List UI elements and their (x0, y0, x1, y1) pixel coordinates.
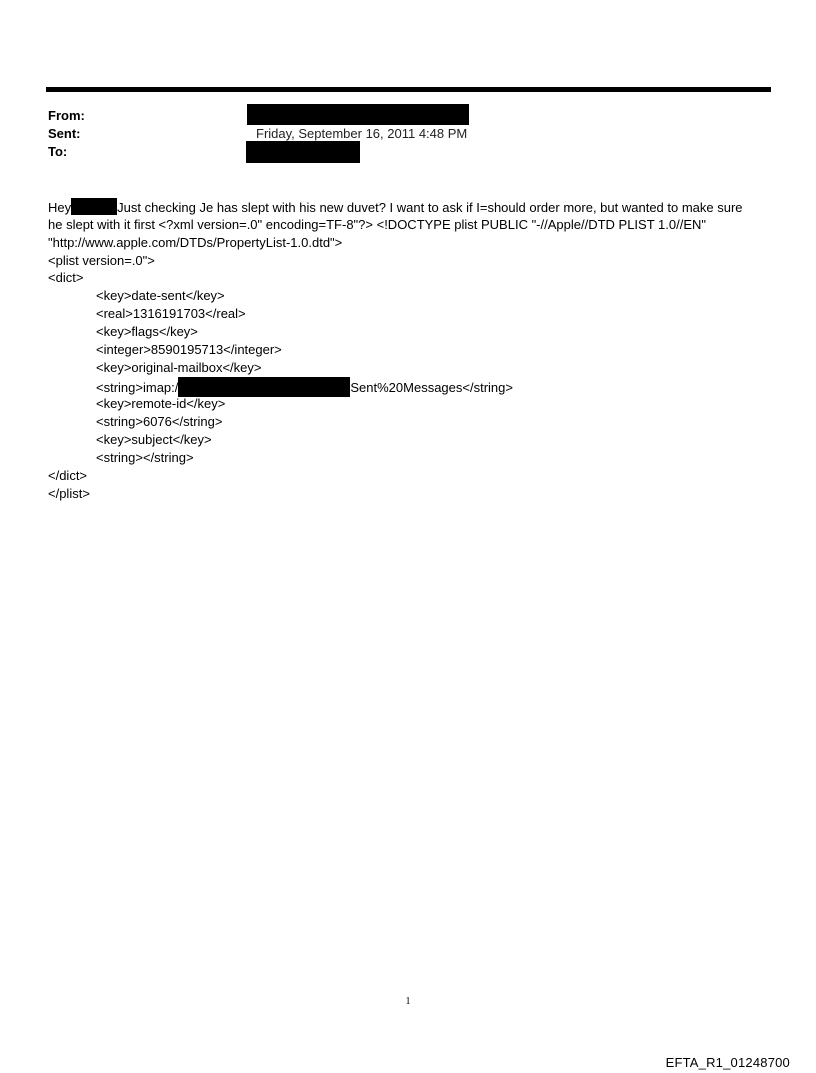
name-redaction (71, 198, 117, 215)
imap-string-end: Sent%20Messages</string> (350, 380, 513, 395)
from-label: From: (48, 108, 85, 123)
sent-value: Friday, September 16, 2011 4:48 PM (256, 126, 468, 141)
to-label: To: (48, 144, 68, 159)
imap-string-start: <string>imap:/ (96, 380, 179, 395)
body-line-6: <key>date-sent</key> (96, 288, 225, 303)
message-text: Just checking Je has slept with his new duvet? I want to ask if I=should order more, but wanted to make sure (117, 200, 743, 215)
body-line-17: </plist> (48, 486, 90, 501)
body-line-5: <dict> (48, 270, 84, 285)
body-line-8: <key>flags</key> (96, 324, 198, 339)
from-redaction (247, 104, 469, 125)
body-line-7: <real>1316191703</real> (96, 306, 246, 321)
header-rule (46, 87, 771, 92)
body-line-12: <key>remote-id</key> (96, 396, 226, 411)
body-line-13: <string>6076</string> (96, 414, 223, 429)
body-line-9: <integer>8590195713</integer> (96, 342, 282, 357)
body-line-14: <key>subject</key> (96, 432, 212, 447)
body-line-16: </dict> (48, 468, 88, 483)
body-line-10: <key>original-mailbox</key> (96, 360, 262, 375)
body-line-15: <string></string> (96, 450, 194, 465)
body-line-1 (48, 198, 743, 216)
body-line-3: "http://www.apple.com/DTDs/PropertyList-1.0.dtd"> (48, 235, 343, 250)
sent-label: Sent: (48, 126, 81, 141)
greeting: Hey (48, 200, 72, 215)
bates-number: EFTA_R1_01248700 (665, 1055, 790, 1070)
body-line-4: <plist version=.0"> (48, 253, 155, 268)
body-line-2: he slept with it first <?xml version=.0" encoding=TF-8"?> <!DOCTYPE plist PUBLIC "-//Apple//DTD PLIST 1.0//EN" (48, 217, 707, 232)
page-number: 1 (405, 996, 411, 1007)
body-line-11 (96, 377, 513, 397)
to-redaction (246, 141, 360, 163)
mailbox-redaction (178, 377, 350, 397)
